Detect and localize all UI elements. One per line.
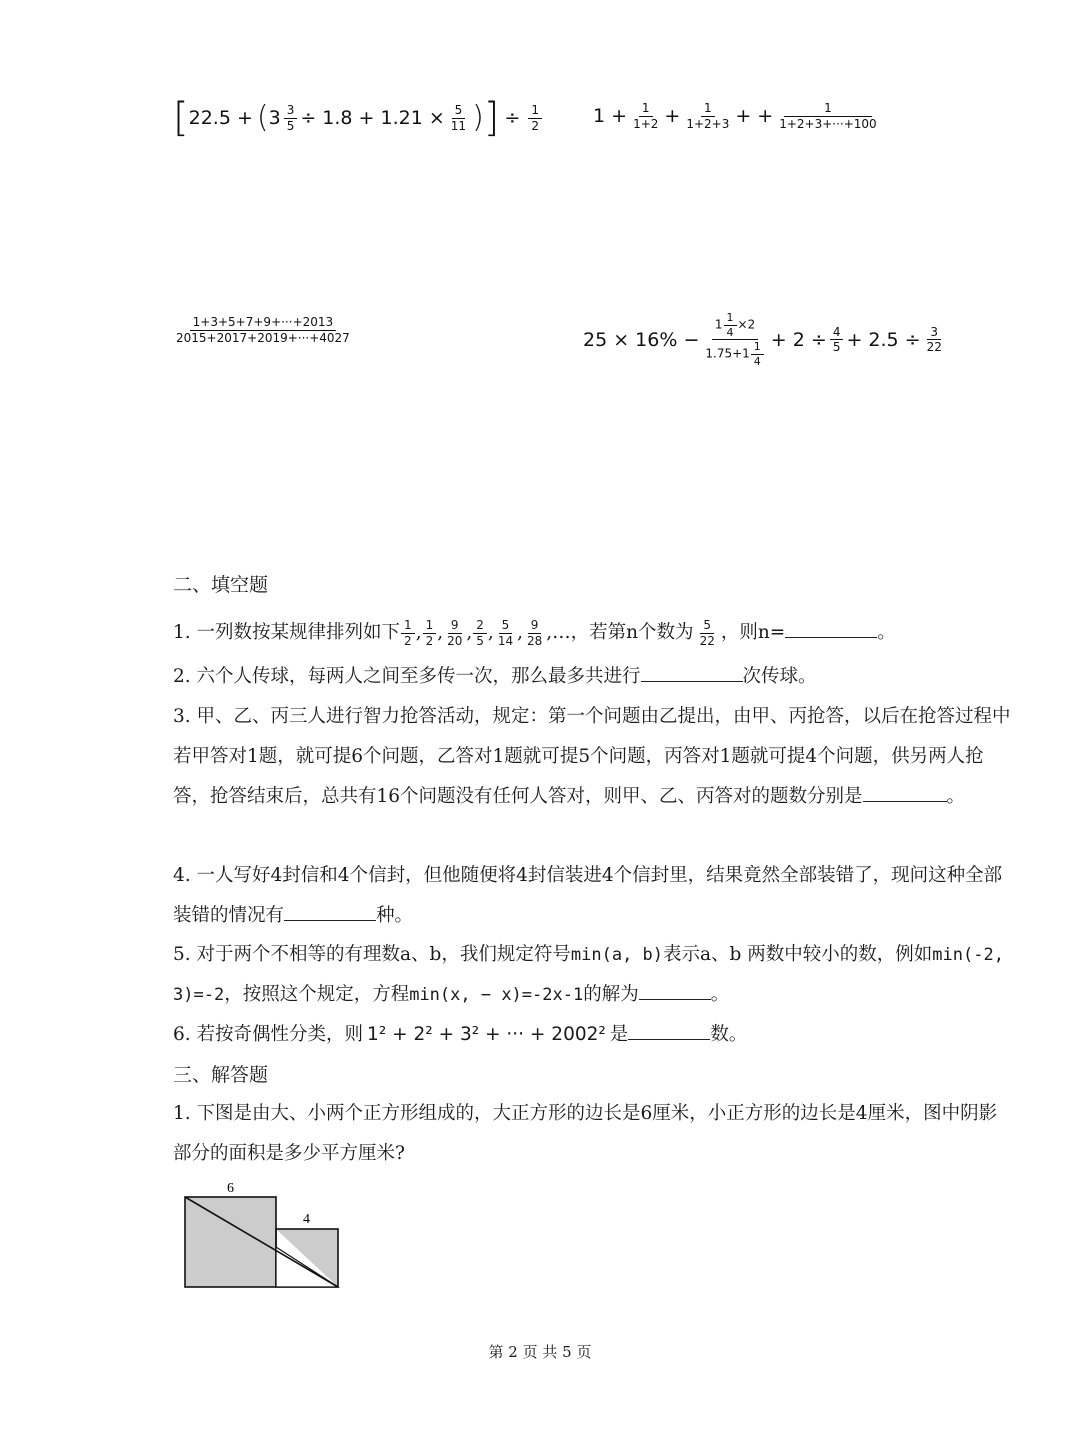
sequence-term: $\frac{9}{28}$ (526, 617, 543, 648)
comma: , (437, 622, 444, 643)
expression-4: 25 × 16% − 1 $\frac{1}{4}$ ×2 1.75+1 $\frac{1}{4}$ + 2 ÷ $\frac{4}{5}$ + 2.5 ÷ $\frac{3}{22}$ (583, 311, 942, 368)
question-5: 5. 对于两个不相等的有理数a、b，我们规定符号min(a, b)表示a、b 两数中较小的数，例如min(-2, 3)=-2，按照这个规定，方程min(x, − x)=-2x-1的解为 。 (173, 944, 1004, 1005)
question-4: 4. 一人写好4封信和4个信封，但他随便将4封信装进4个信封里，结果竟然全部装错了，现问这种全部装错的情况有 种。 (173, 865, 1003, 926)
question-1: 1. 一列数按某规律排列如下 $\frac{1}{2}$ , $\frac{1}{2}$ , $\frac{9}{20}$ , $\frac{2}{5}$ , $\frac{5}{14}$ , $\frac{9}{28}$ ,…，若第n个数为 $\frac{5}{22}$ ，则n= 。 (173, 617, 896, 648)
section-heading-solve: 三、解答题 (173, 1064, 269, 1086)
label-large-side: 6 (227, 1181, 234, 1196)
answer-blank[interactable] (641, 661, 743, 682)
right-paren: ) (472, 100, 484, 135)
question-6: 6. 若按奇偶性分类，则 1² + 2² + 3² + ··· + 2002² 是 数。 (173, 1015, 1013, 1055)
label-small-side: 4 (303, 1212, 310, 1227)
sequence-term: $\frac{1}{2}$ (423, 619, 437, 647)
squares-figure (175, 1177, 355, 1297)
sequence-term: $\frac{9}{20}$ (447, 617, 463, 648)
sequence-term: $\frac{5}{14}$ (497, 617, 514, 648)
sequence (400, 617, 546, 648)
expression-3: $\frac{1+3+5+7+9+\cdot\cdot\cdot+2013}{2015+2017+2019+\cdot\cdot\cdot+4027}$ (176, 315, 350, 345)
answer-blank[interactable] (863, 781, 947, 802)
answer-blank[interactable] (639, 979, 711, 1000)
comma: , (415, 622, 422, 643)
answer-blank[interactable] (785, 617, 877, 638)
section-heading-fill: 二、填空题 (173, 574, 269, 596)
comma: , (466, 622, 473, 643)
sequence-term: $\frac{2}{5}$ (473, 619, 487, 647)
expression-1: [ 22.5 + ( 3 $\frac{3}{5}$ ÷ 1.8 + 1.21 × $\frac{5}{11}$ ) ] ÷ $\frac{1}{2}$ (173, 98, 545, 138)
comma: , (517, 622, 523, 643)
left-paren: ( (256, 100, 269, 135)
answer-blank[interactable] (628, 1019, 710, 1040)
right-bracket: ] (483, 95, 500, 141)
question-7: 1. 下图是由大、小两个正方形组成的，大正方形的边长是6厘米，小正方形的边长是4厘米，图中阴影部分的面积是多少平方厘米? (173, 1103, 998, 1164)
page-footer: 第 2 页 共 5 页 (488, 1343, 592, 1361)
expression-2: 1 + $\frac{1}{1+2}$ + $\frac{1}{1+2+3}$ + + $\frac{1}{1+2+3+\cdot\cdot\cdot+100}$ (593, 101, 877, 131)
answer-blank[interactable] (284, 900, 376, 921)
sequence-term: $\frac{1}{2}$ (401, 619, 415, 647)
question-3: 3. 甲、乙、丙三人进行智力抢答活动，规定：第一个问题由乙提出，由甲、丙抢答，以后在抢答过程中若甲答对1题，就可提6个问题，乙答对1题就可提5个问题，丙答对1题就可提4个问题，供另两人抢答，抢答结束后，总共有16个问题没有任何人答对，则甲、乙、丙答对的题数分别是 。 (173, 706, 1011, 807)
left-bracket: [ (173, 95, 189, 141)
comma: , (487, 622, 494, 643)
question-2: 2. 六个人传球，每两人之间至多传一次，那么最多共进行 次传球。 (173, 657, 1013, 697)
